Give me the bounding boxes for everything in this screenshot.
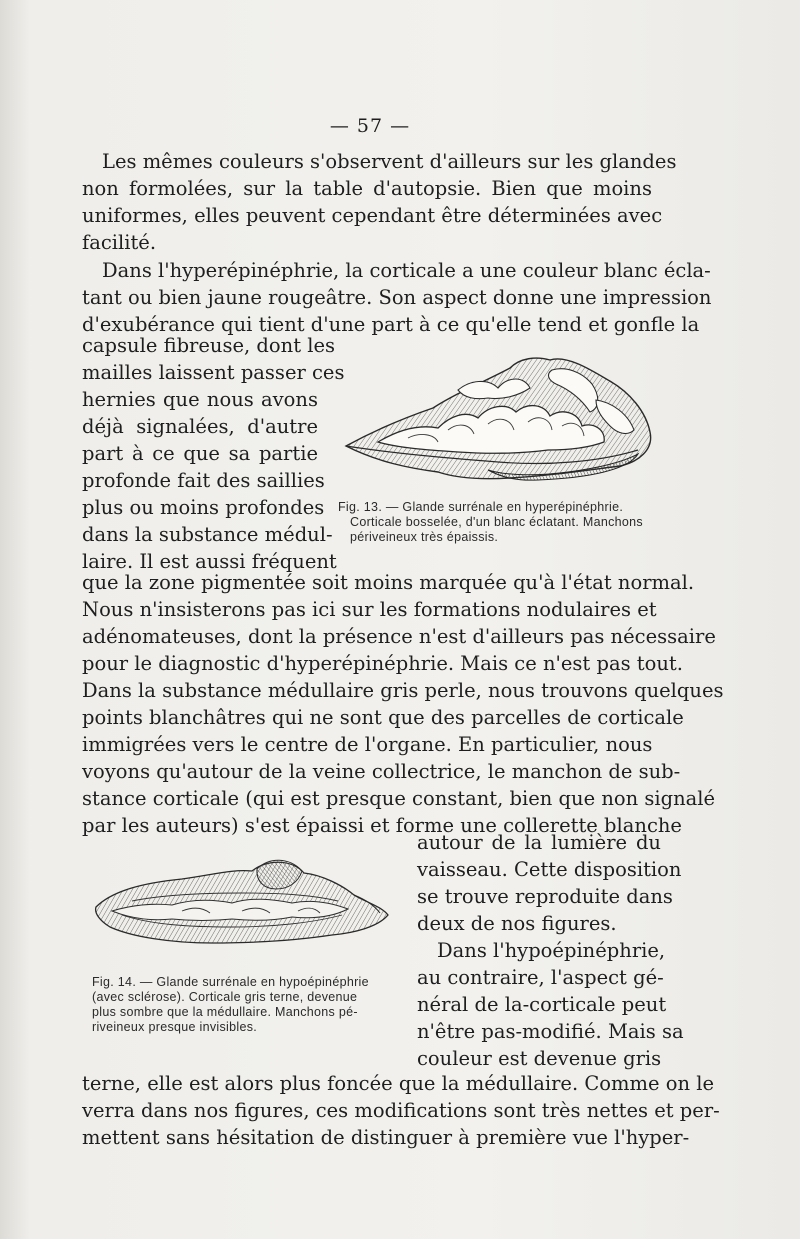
caption-line: Fig. 14. — Glande surrénale en hypoépinéphrie (92, 975, 369, 989)
text-line: terne, elle est alors plus foncée que la médullaire. Comme on le (82, 1072, 715, 1095)
text-line: laire. Il est aussi fréquent (82, 550, 337, 573)
caption-line: Fig. 13. — Glande surrénale en hyperépinéphrie. (338, 500, 624, 514)
text-line: au contraire, l'aspect gé- (417, 966, 664, 989)
figure-13-illustration (338, 350, 658, 490)
text-line: déjà signalées, d'autre (82, 415, 318, 438)
text-line: mailles laissent passer ces (82, 361, 345, 384)
text-line: néral de la-corticale peut (417, 993, 667, 1016)
text-line: Dans la substance médullaire gris perle, nous trouvons quelques (82, 679, 724, 702)
text-line: Dans l'hyperépinéphrie, la corticale a une couleur blanc écla- (102, 259, 711, 282)
figure-14-illustration (92, 855, 392, 960)
text-line: n'être pas-modifié. Mais sa (417, 1020, 684, 1043)
text-line: par les auteurs) s'est épaissi et forme une collerette blanche (82, 814, 682, 837)
text-line: plus ou moins profondes (82, 496, 325, 519)
page-number: — 57 — (329, 115, 411, 137)
text-line: se trouve reproduite dans (417, 885, 673, 908)
text-line: Les mêmes couleurs s'observent d'ailleurs sur les glandes (102, 150, 677, 173)
caption-line: périveineux très épaissis. (350, 530, 499, 544)
text-line: tant ou bien jaune rougeâtre. Son aspect donne une impression (82, 286, 712, 309)
caption-line: riveineux presque invisibles. (92, 1020, 258, 1034)
caption-line: (avec sclérose). Corticale gris terne, devenue (92, 990, 358, 1004)
text-line: mettent sans hésitation de distinguer à première vue l'hyper- (82, 1126, 690, 1149)
text-line: profonde fait des saillies (82, 469, 325, 492)
text-line: adénomateuses, dont la présence n'est d'ailleurs pas nécessaire (82, 625, 716, 648)
text-line: capsule fibreuse, dont les (82, 334, 336, 357)
caption-line: Corticale bosselée, d'un blanc éclatant. Manchons (350, 515, 643, 529)
text-line: uniformes, elles peuvent cependant être déterminées avec (82, 204, 663, 227)
text-line: Dans l'hypoépinéphrie, (437, 939, 666, 962)
text-line: non formolées, sur la table d'autopsie. Bien que moins (82, 177, 652, 200)
text-line: hernies que nous avons (82, 388, 318, 411)
text-line: points blanchâtres qui ne sont que des parcelles de corticale (82, 706, 684, 729)
text-line: part à ce que sa partie (82, 442, 318, 465)
caption-line: plus sombre que la médullaire. Manchons pé- (92, 1005, 358, 1019)
text-line: Nous n'insisterons pas ici sur les formations nodulaires et (82, 598, 657, 621)
text-line: verra dans nos figures, ces modifications sont très nettes et per- (82, 1099, 720, 1122)
text-line: deux de nos figures. (417, 912, 617, 935)
text-line: voyons qu'autour de la veine collectrice, le manchon de sub- (82, 760, 681, 783)
text-line: couleur est devenue gris (417, 1047, 662, 1070)
text-line: autour de la lumière du (417, 831, 661, 854)
text-line: dans la substance médul- (82, 523, 333, 546)
text-line: d'exubérance qui tient d'une part à ce qu'elle tend et gonfle la (82, 313, 700, 336)
text-line: facilité. (82, 231, 157, 254)
text-line: immigrées vers le centre de l'organe. En particulier, nous (82, 733, 653, 756)
text-line: stance corticale (qui est presque constant, bien que non signalé (82, 787, 716, 810)
text-line: que la zone pigmentée soit moins marquée qu'à l'état normal. (82, 571, 695, 594)
text-line: pour le diagnostic d'hyperépinéphrie. Mais ce n'est pas tout. (82, 652, 683, 675)
text-line: vaisseau. Cette disposition (417, 858, 682, 881)
